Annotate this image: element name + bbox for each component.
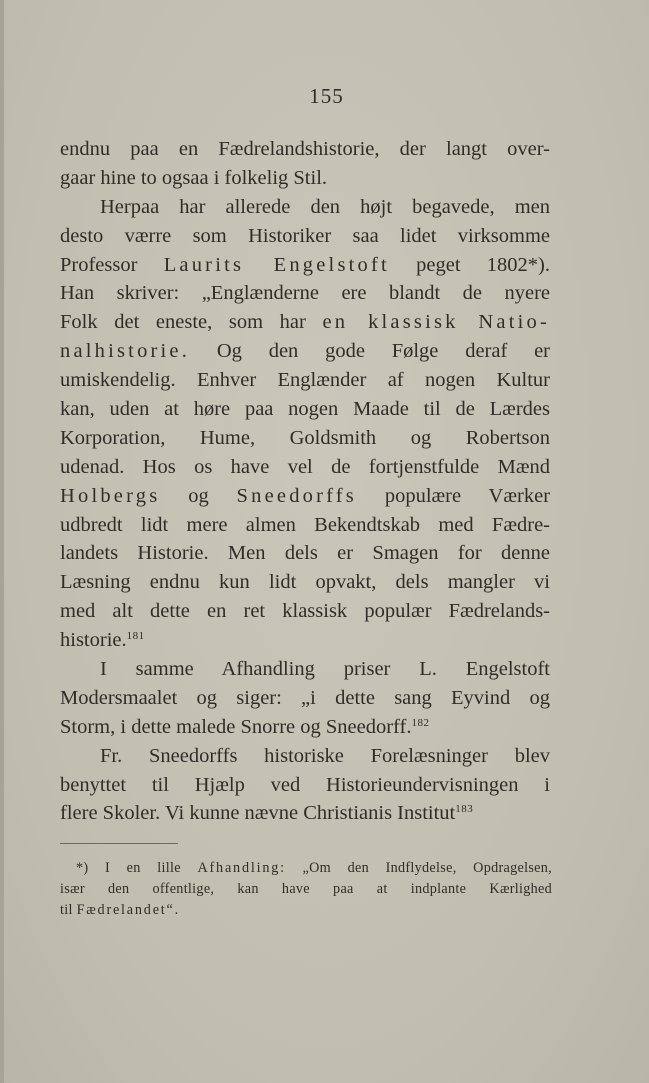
text-line: kan, uden at høre paa nogen Maade til de Lærdes (60, 398, 550, 421)
footnote-line: især den offentlige, kan have paa at indplante Kærlighed (60, 881, 552, 897)
text-line: landets Historie. Men dels er Smagen for denne (60, 542, 550, 565)
text-line: Holbergs og Sneedorffs populære Værker (60, 484, 551, 507)
text-line: Læsning endnu kun lidt opvakt, dels mangler vi (60, 571, 550, 594)
text-line: Professor Laurits Engelstoft peget 1802*). (60, 253, 551, 276)
note-reference: 182 (411, 716, 430, 729)
text-line: Folk det eneste, som har en klassisk Natio- (60, 311, 551, 334)
spaced-name: Laurits Engelstoft (163, 253, 390, 276)
spaced-emphasis: nalhistorie. (60, 340, 191, 363)
footnote-line: *) I en lille Afhandling: „Om den Indflydelse, Opdragelsen, (76, 860, 552, 876)
footnote-marker: *) (76, 860, 89, 876)
text-line: I samme Afhandling priser L. Engelstoft (100, 658, 550, 681)
footnote-divider (60, 843, 178, 844)
note-reference: 181 (126, 630, 145, 643)
text-line: Storm, i dette malede Snorre og Sneedorff.$^{182}$ (60, 715, 430, 738)
text-line: nalhistorie. Og den gode Følge deraf er (60, 340, 551, 363)
text-line: Korporation, Hume, Goldsmith og Robertson (60, 426, 550, 449)
text-line: benyttet til Hjælp ved Historieundervisningen i (60, 773, 550, 796)
spaced-emphasis: en klassisk Natio- (322, 311, 551, 334)
text-line: med alt dette en ret klassisk populær Fædrelands- (60, 600, 550, 623)
note-reference: 183 (455, 803, 474, 816)
body-text (60, 135, 550, 828)
text-line: udenad. Hos os have vel de fortjenstfulde Mænd (60, 455, 550, 478)
page-number: 155 (309, 84, 344, 108)
footnote (60, 858, 552, 921)
text-line: endnu paa en Fædrelandshistorie, der langt over- (60, 138, 550, 160)
text-line: desto værre som Historiker saa lidet virksomme (60, 224, 550, 247)
page-edge (0, 0, 4, 1083)
text-line: udbredt lidt mere almen Bekendtskab med Fædre- (60, 513, 550, 536)
spaced-name: Holbergs (60, 484, 161, 507)
footnote-line: til Fædrelandet“. (60, 902, 180, 918)
text-line: Modersmaalet og siger: „i dette sang Eyvind og (60, 686, 550, 709)
text-line: flere Skoler. Vi kunne nævne Christianis Institut$^{183}$ (60, 802, 474, 825)
text-line: umiskendelig. Enhver Englænder af nogen Kultur (60, 369, 550, 392)
text-line: gaar hine to ogsaa i folkelig Stil. (60, 166, 328, 189)
text-line: Fr. Sneedorffs historiske Forelæsninger blev (100, 744, 550, 767)
text-line: Herpaa har allerede den højt begavede, men (100, 195, 550, 218)
text-line: Han skriver: „Englænderne ere blandt de nyere (60, 282, 550, 305)
text-line: historie.$^{181}$ (60, 629, 145, 652)
spaced-name: Sneedorffs (236, 484, 357, 507)
